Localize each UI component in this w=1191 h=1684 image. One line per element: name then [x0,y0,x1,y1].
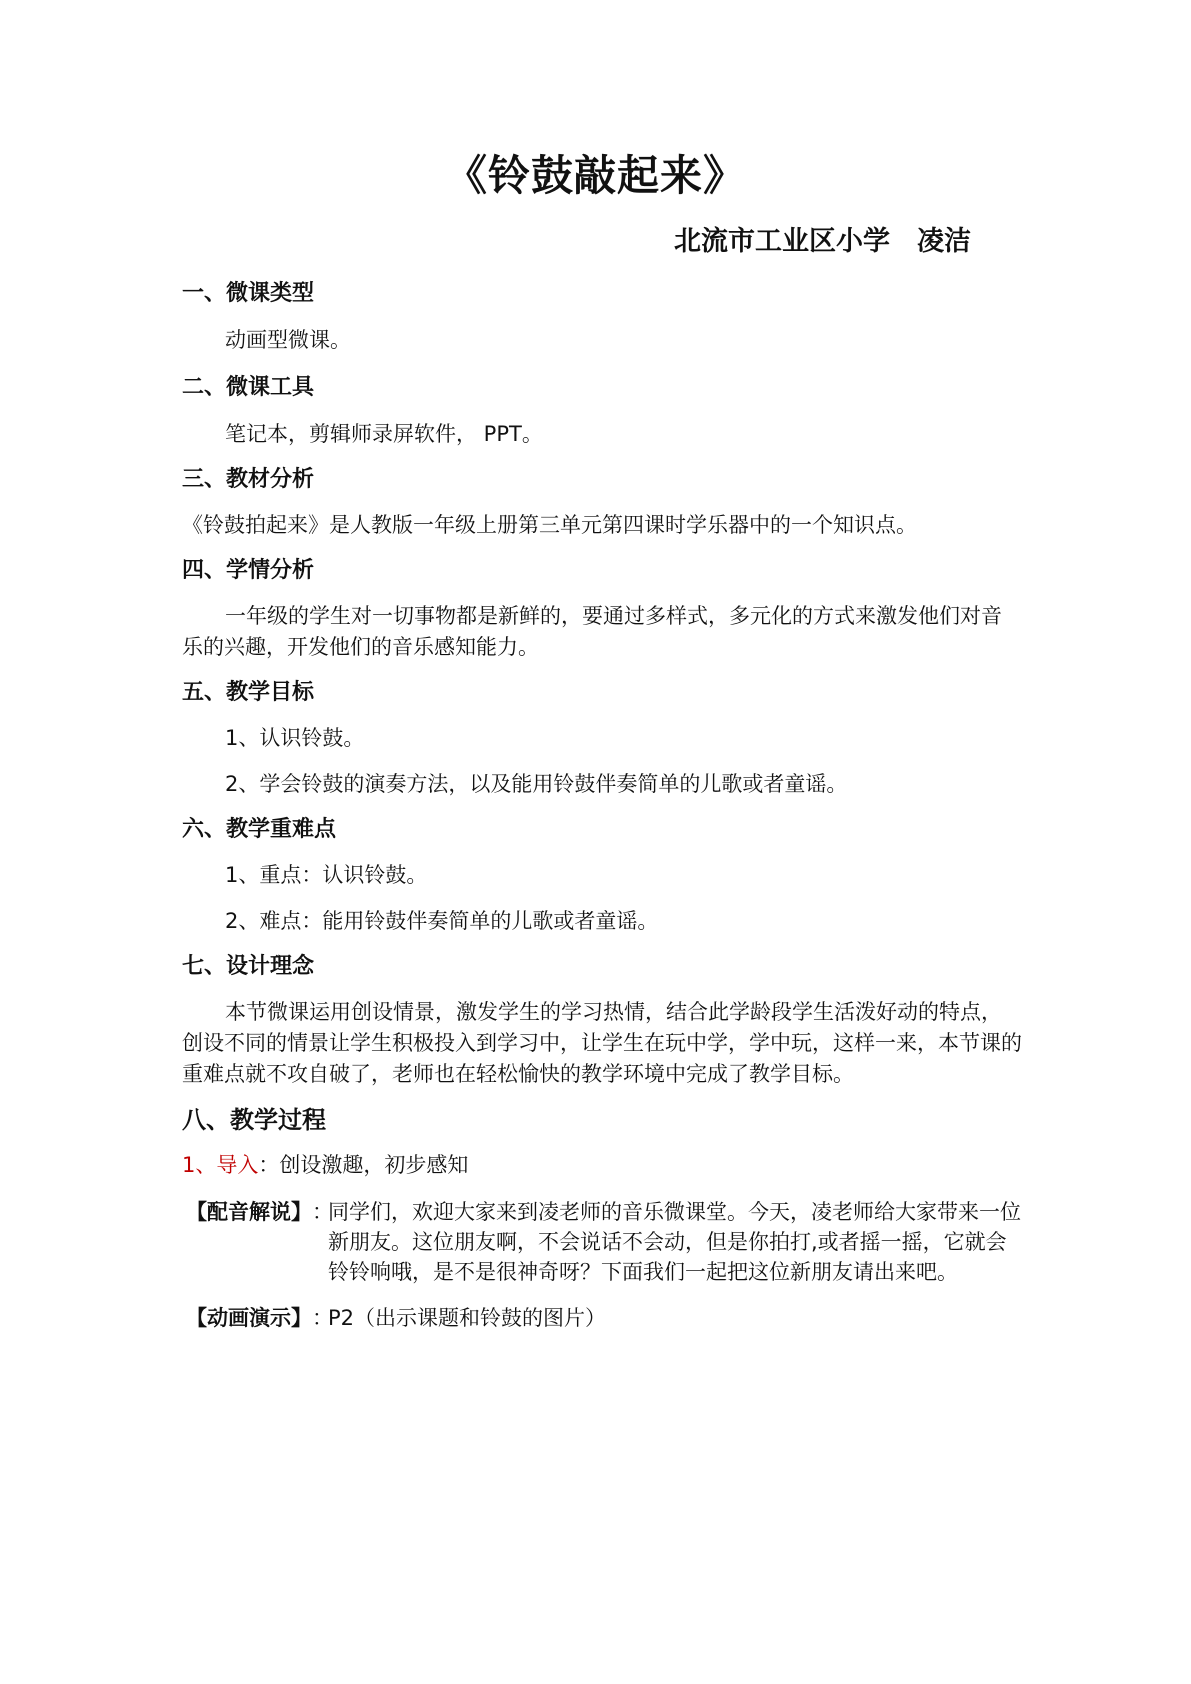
section-lesson-type [182,278,1022,356]
section-heading: 八、教学过程 [182,1106,326,1134]
section-student-analysis [182,555,1022,663]
section-key-points [182,814,1022,937]
voiceover-text: 同学们，欢迎大家来到凌老师的音乐微课堂。今天，凌老师给大家带来一位新朋友。这位朋友啊，不会说话不会动，但是你拍打,或者摇一摇，它就会铃铃响哦，是不是很神奇呀？下面我们一起把这位新朋友请出来吧。 [328,1200,1021,1284]
author-line: 北流市工业区小学 凌洁 [674,226,971,257]
voiceover-block [182,1197,1022,1287]
section-text: 动画型微课。 [225,328,351,352]
process-step-intro [182,1150,1022,1181]
list-item: 1、重点：认识铃鼓。 [225,863,428,887]
section-text: 《铃鼓拍起来》是人教版一年级上册第三单元第四课时学乐器中的一个知识点。 [182,513,917,537]
section-design-concept [182,951,1022,1090]
section-text: 本节微课运用创设情景，激发学生的学习热情，结合此学龄段学生活泼好动的特点，创设不同的情景让学生积极投入到学习中，让学生在玩中学，学中玩，这样一来，本节课的重难点就不攻自破了，老师也在轻松愉快的教学环境中完成了教学目标。 [182,1000,1022,1086]
step-text: ：创设激趣，初步感知 [258,1153,469,1177]
section-heading: 一、微课类型 [182,281,315,306]
section-text: 笔记本，剪辑师录屏软件， PPT。 [225,422,543,446]
list-item: 2、学会铃鼓的演奏方法，以及能用铃鼓伴奏简单的儿歌或者童谣。 [225,772,848,796]
list-item: 1、认识铃鼓。 [225,726,365,750]
document-title: 《铃鼓敲起来》 [444,151,746,200]
animation-text: P2（出示课题和铃鼓的图片） [328,1306,607,1330]
section-heading: 四、学情分析 [182,558,315,583]
voiceover-label: 【配音解说】 [186,1200,312,1224]
section-heading: 七、设计理念 [182,954,315,979]
section-heading: 五、教学目标 [182,680,315,705]
section-text: 一年级的学生对一切事物都是新鲜的，要通过多样式，多元化的方式来激发他们对音乐的兴趣，开发他们的音乐感知能力。 [182,604,1002,659]
list-item: 2、难点：能用铃鼓伴奏简单的儿歌或者童谣。 [225,909,659,933]
step-label: 1、导入 [182,1153,259,1177]
section-teaching-process [182,1104,1022,1333]
section-lesson-tools [182,372,1022,450]
document-body [182,278,1022,1333]
section-material-analysis [182,464,1022,541]
section-teaching-goals [182,677,1022,800]
section-heading: 二、微课工具 [182,375,315,400]
animation-colon: ： [312,1306,333,1330]
animation-label: 【动画演示】 [186,1306,312,1330]
section-heading: 六、教学重难点 [182,817,337,842]
voiceover-colon: ： [312,1200,333,1224]
animation-block [182,1303,1022,1333]
section-heading: 三、教材分析 [182,467,315,492]
